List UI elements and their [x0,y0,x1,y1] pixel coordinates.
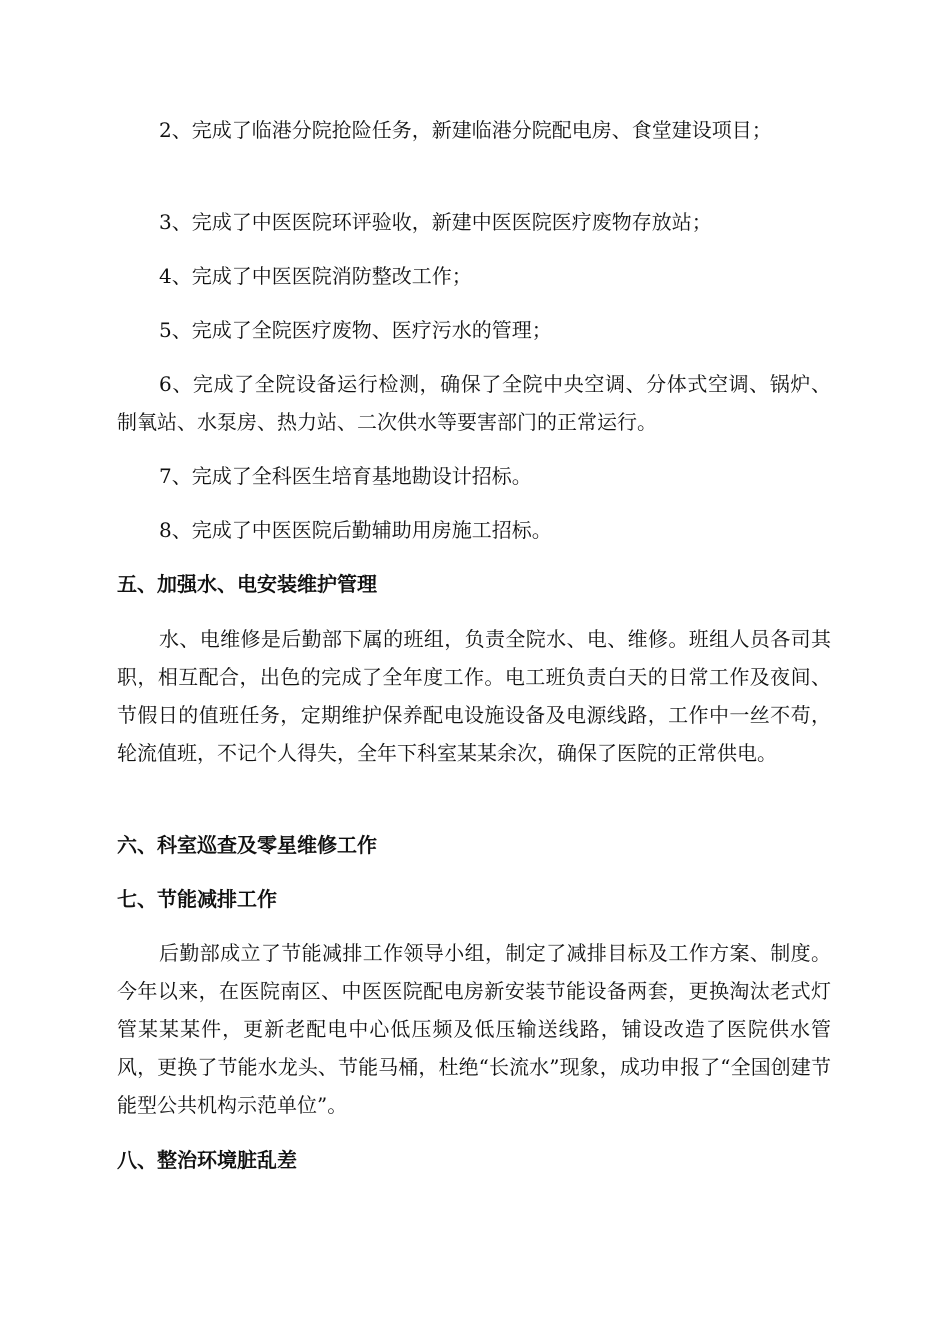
list-item-7: 7、完成了全科医生培育基地勘设计招标。 [159,464,532,488]
section-body-5: 水、电维修是后勤部下属的班组，负责全院水、电、维修。班组人员各司其职，相互配合，出色的完成了全年度工作。电工班负责白天的日常工作及夜间、节假日的值班任务，定期维护保养配电设施设备及电源线路，工作中一丝不苟，轮流值班，不记个人得失，全年下科室某某余次，确保了医院的正常供电。 [117,627,831,765]
list-item-4: 4、完成了中医医院消防整改工作； [159,264,472,288]
section-heading-5: 五、加强水、电安装维护管理 [117,572,377,596]
section-body-7: 后勤部成立了节能减排工作领导小组，制定了减排目标及工作方案、制度。今年以来，在医院南区、中医医院配电房新安装节能设备两套，更换淘汰老式灯管某某某件，更新老配电中心低压频及低压输送线路，铺设改造了医院供水管风，更换了节能水龙头、节能马桶，杜绝“长流水”现象，成功申报了“全国创建节能型公共机构示范单位”。 [117,941,831,1117]
section-heading-7: 七、节能减排工作 [117,887,277,911]
section-heading-6: 六、科室巡查及零星维修工作 [117,833,377,857]
list-item-8: 8、完成了中医医院后勤辅助用房施工招标。 [159,518,552,542]
section-heading-8: 八、整治环境脏乱差 [117,1148,297,1172]
list-item-2: 2、完成了临港分院抢险任务，新建临港分院配电房、食堂建设项目； [159,118,772,142]
list-item-3: 3、完成了中医医院环评验收，新建中医医院医疗废物存放站； [159,210,712,234]
list-item-5: 5、完成了全院医疗废物、医疗污水的管理； [159,318,552,342]
list-item-6: 6、完成了全院设备运行检测，确保了全院中央空调、分体式空调、锅炉、制氧站、水泵房、热力站、二次供水等要害部门的正常运行。 [117,372,831,434]
